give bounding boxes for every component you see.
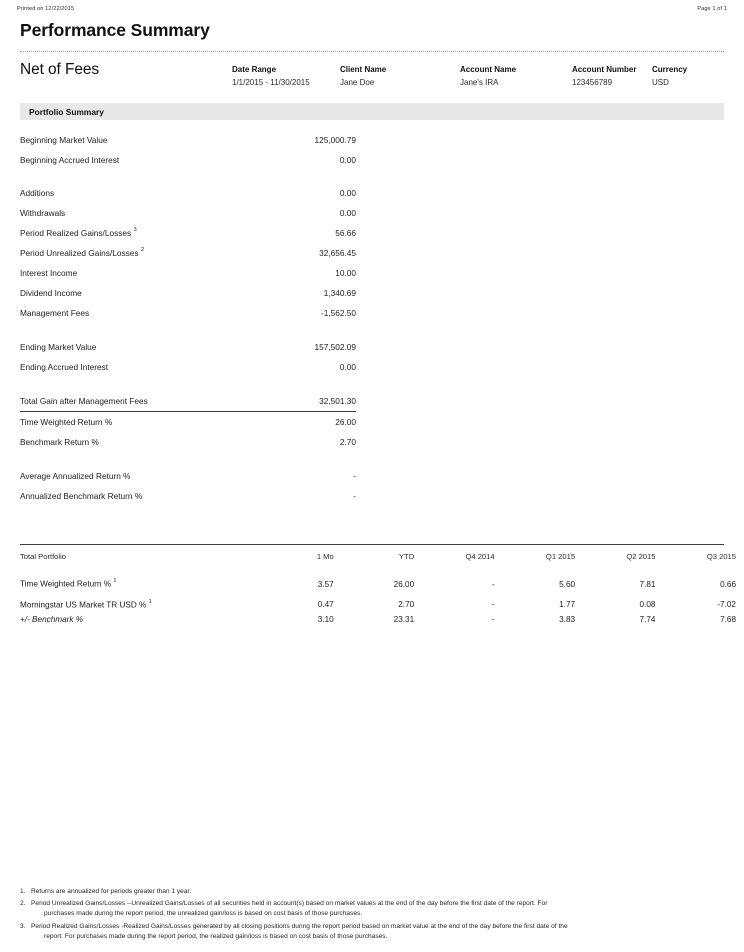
title-block: [14, 15, 730, 45]
row-value: 3.10: [317, 615, 334, 625]
meta-client-name: [340, 64, 460, 88]
footnote-text-continued: report. For purchases made during the report period, the realized gain/loss is based on cost basis of those purchases.: [44, 932, 388, 940]
summary-row-amount: 56.66: [335, 228, 356, 239]
footnote-ref: 1: [113, 578, 117, 585]
meta-currency-label: Currency: [652, 65, 688, 74]
row-value: 7.74: [639, 615, 656, 625]
meta-date-range-value: 1/1/2015 - 11/30/2015: [232, 77, 310, 87]
summary-row: [20, 466, 724, 486]
row-label: Morningstar US Market TR USD % $^1$: [20, 598, 152, 610]
column-header-1mo: 1 Mo: [316, 551, 334, 561]
summary-row: [20, 486, 724, 506]
meta-client-name-label: Client Name: [340, 65, 387, 74]
meta-date-range: [232, 64, 340, 88]
meta-account-name-label: Account Name: [460, 65, 517, 74]
row-value: 0.47: [317, 600, 334, 610]
section-header-portfolio-summary: [20, 103, 724, 120]
summary-row-amount: -1,562.50: [320, 308, 356, 319]
meta-account-number: [572, 64, 652, 88]
summary-row-label: Dividend Income: [20, 288, 82, 299]
report-subtitle: Net of Fees: [20, 61, 100, 78]
summary-row-label: Ending Market Value: [20, 342, 97, 353]
row-label: +/- Benchmark %: [20, 615, 84, 625]
footnote-ref: 2: [140, 247, 145, 254]
row-value: 0.66: [720, 579, 736, 589]
summary-row: [20, 203, 724, 223]
summary-row-label: Time Weighted Return %: [20, 417, 113, 428]
column-header-ytd: YTD: [398, 551, 415, 561]
footnote-text-continued: purchases made during the report period, the unrealized gain/loss is based on cost basis of those purchases.: [44, 910, 363, 918]
row-label: Time Weighted Return % $^1$: [20, 578, 117, 589]
summary-row-label: Withdrawals: [20, 208, 66, 219]
summary-row-amount: 125,000.79: [314, 135, 356, 146]
summary-row-amount: 0.00: [339, 362, 356, 373]
summary-row: [20, 412, 724, 432]
summary-row: [20, 357, 724, 377]
footnote-ref: 3: [133, 227, 137, 234]
report-header: [14, 52, 730, 88]
meta-date-range-label: Date Range: [232, 65, 277, 74]
summary-row-amount: 26.00: [335, 417, 356, 428]
summary-row-label: Ending Accrued Interest: [20, 362, 109, 373]
row-value: 1.77: [559, 600, 576, 610]
summary-row: [20, 130, 724, 150]
summary-row-label: Period Realized Gains/Losses $^3$: [20, 227, 137, 239]
column-header-total-portfolio: Total Portfolio: [20, 551, 67, 561]
summary-row: [20, 337, 724, 357]
summary-row: [20, 263, 724, 283]
summary-row-label: Interest Income: [20, 268, 78, 279]
row-value: 5.60: [559, 579, 576, 589]
row-value: 23.31: [393, 615, 415, 625]
summary-row: [20, 283, 724, 303]
summary-row-amount: 0.00: [339, 208, 356, 219]
row-value: 2.70: [398, 600, 415, 610]
summary-row-label: Beginning Market Value: [20, 135, 108, 146]
column-header-q4-2014: Q4 2014: [465, 551, 495, 561]
summary-row: [20, 183, 724, 203]
summary-row-amount: 2.70: [339, 437, 356, 448]
row-value: -: [491, 615, 495, 625]
total-portfolio-table-wrap: [20, 544, 736, 629]
footnote-item: [20, 922, 724, 942]
table-row: [20, 589, 736, 610]
meta-account-number-label: Account Number: [572, 65, 637, 74]
row-value: 3.83: [559, 615, 576, 625]
meta-currency: [652, 64, 712, 88]
row-value: -: [491, 579, 495, 589]
page-number-text: Page 1 of 1: [697, 6, 727, 12]
summary-row-label: Period Unrealized Gains/Losses $^2$: [20, 247, 145, 259]
report-meta: [232, 61, 724, 88]
summary-row-amount: -: [353, 471, 356, 482]
summary-row-amount: 1,340.69: [323, 288, 356, 299]
row-value: 0.08: [639, 600, 656, 610]
summary-row-amount: 0.00: [339, 155, 356, 166]
summary-row: [20, 303, 724, 323]
summary-row-amount: 10.00: [335, 268, 356, 279]
summary-row-label: Benchmark Return %: [20, 437, 99, 448]
summary-row: [20, 432, 724, 452]
print-header: [14, 6, 730, 15]
summary-row: [20, 391, 724, 411]
summary-row-label: Average Annualized Return %: [20, 471, 131, 482]
summary-row-label: Management Fees: [20, 308, 90, 319]
footnote-text: Returns are annualized for periods greater than 1 year.: [31, 887, 192, 895]
portfolio-summary-list: [20, 120, 724, 506]
summary-row-amount: 32,656.45: [319, 248, 356, 259]
meta-account-number-value: 123456789: [572, 77, 613, 87]
page-title: Performance Summary: [20, 20, 210, 40]
section-header-label: Portfolio Summary: [29, 106, 104, 117]
footnote-number: 3.: [20, 922, 26, 930]
row-value: 7.81: [639, 579, 656, 589]
footnote-item: [20, 887, 724, 897]
summary-row-label: Beginning Accrued Interest: [20, 155, 120, 166]
row-value: -: [491, 600, 495, 610]
meta-client-name-value: Jane Doe: [340, 77, 375, 87]
column-header-q1-2015: Q1 2015: [545, 551, 576, 561]
footnote-number: 2.: [20, 900, 26, 908]
total-portfolio-table: [20, 545, 736, 629]
row-value: 7.68: [720, 615, 736, 625]
footnote-ref: 1: [148, 598, 152, 605]
footnote-item: [20, 899, 724, 919]
row-value: 26.00: [393, 579, 415, 589]
summary-row-amount: -: [353, 491, 356, 502]
summary-row: [20, 243, 724, 263]
summary-row-amount: 0.00: [339, 188, 356, 199]
summary-row-amount: 32,501.30: [319, 396, 356, 407]
meta-account-name-value: Jane's IRA: [460, 77, 499, 87]
summary-row-label: Additions: [20, 188, 55, 199]
row-value: 3.57: [317, 579, 334, 589]
printed-on-text: Printed on 12/22/2015: [17, 6, 75, 12]
table-row: [20, 567, 736, 589]
footnote-text: Period Unrealized Gains/Losses --Unrealized Gains/Losses of all securities held in account(s) based on market values at the end of the day before the first date of the report. For purchases made during the report period, the unrealized gain/loss is based on cost basis of those purchases.: [31, 899, 724, 919]
column-header-q2-2015: Q2 2015: [626, 551, 656, 561]
summary-row: [20, 150, 724, 170]
footnote-number: 1.: [20, 887, 26, 895]
row-value: -7.02: [717, 600, 736, 610]
summary-row-label: Total Gain after Management Fees: [20, 396, 148, 407]
meta-account-name: [460, 64, 572, 88]
column-header-q3-2015: Q3 2015: [706, 551, 736, 561]
table-header-row: [20, 545, 736, 567]
summary-row: [20, 223, 724, 243]
meta-currency-value: USD: [652, 77, 669, 87]
summary-row-label: Annualized Benchmark Return %: [20, 491, 143, 502]
summary-row-amount: 157,502.09: [314, 342, 356, 353]
footnote-text: Period Realized Gains/Losses -Realized Gains/Losses generated by all closing positions during the report period based on market value at the end of the day before the first date of the report. For purchases made during the report period, the realized gain/loss is based on cost basis of those purchases.: [31, 922, 724, 942]
footnotes: [20, 887, 724, 944]
table-row: [20, 610, 736, 630]
